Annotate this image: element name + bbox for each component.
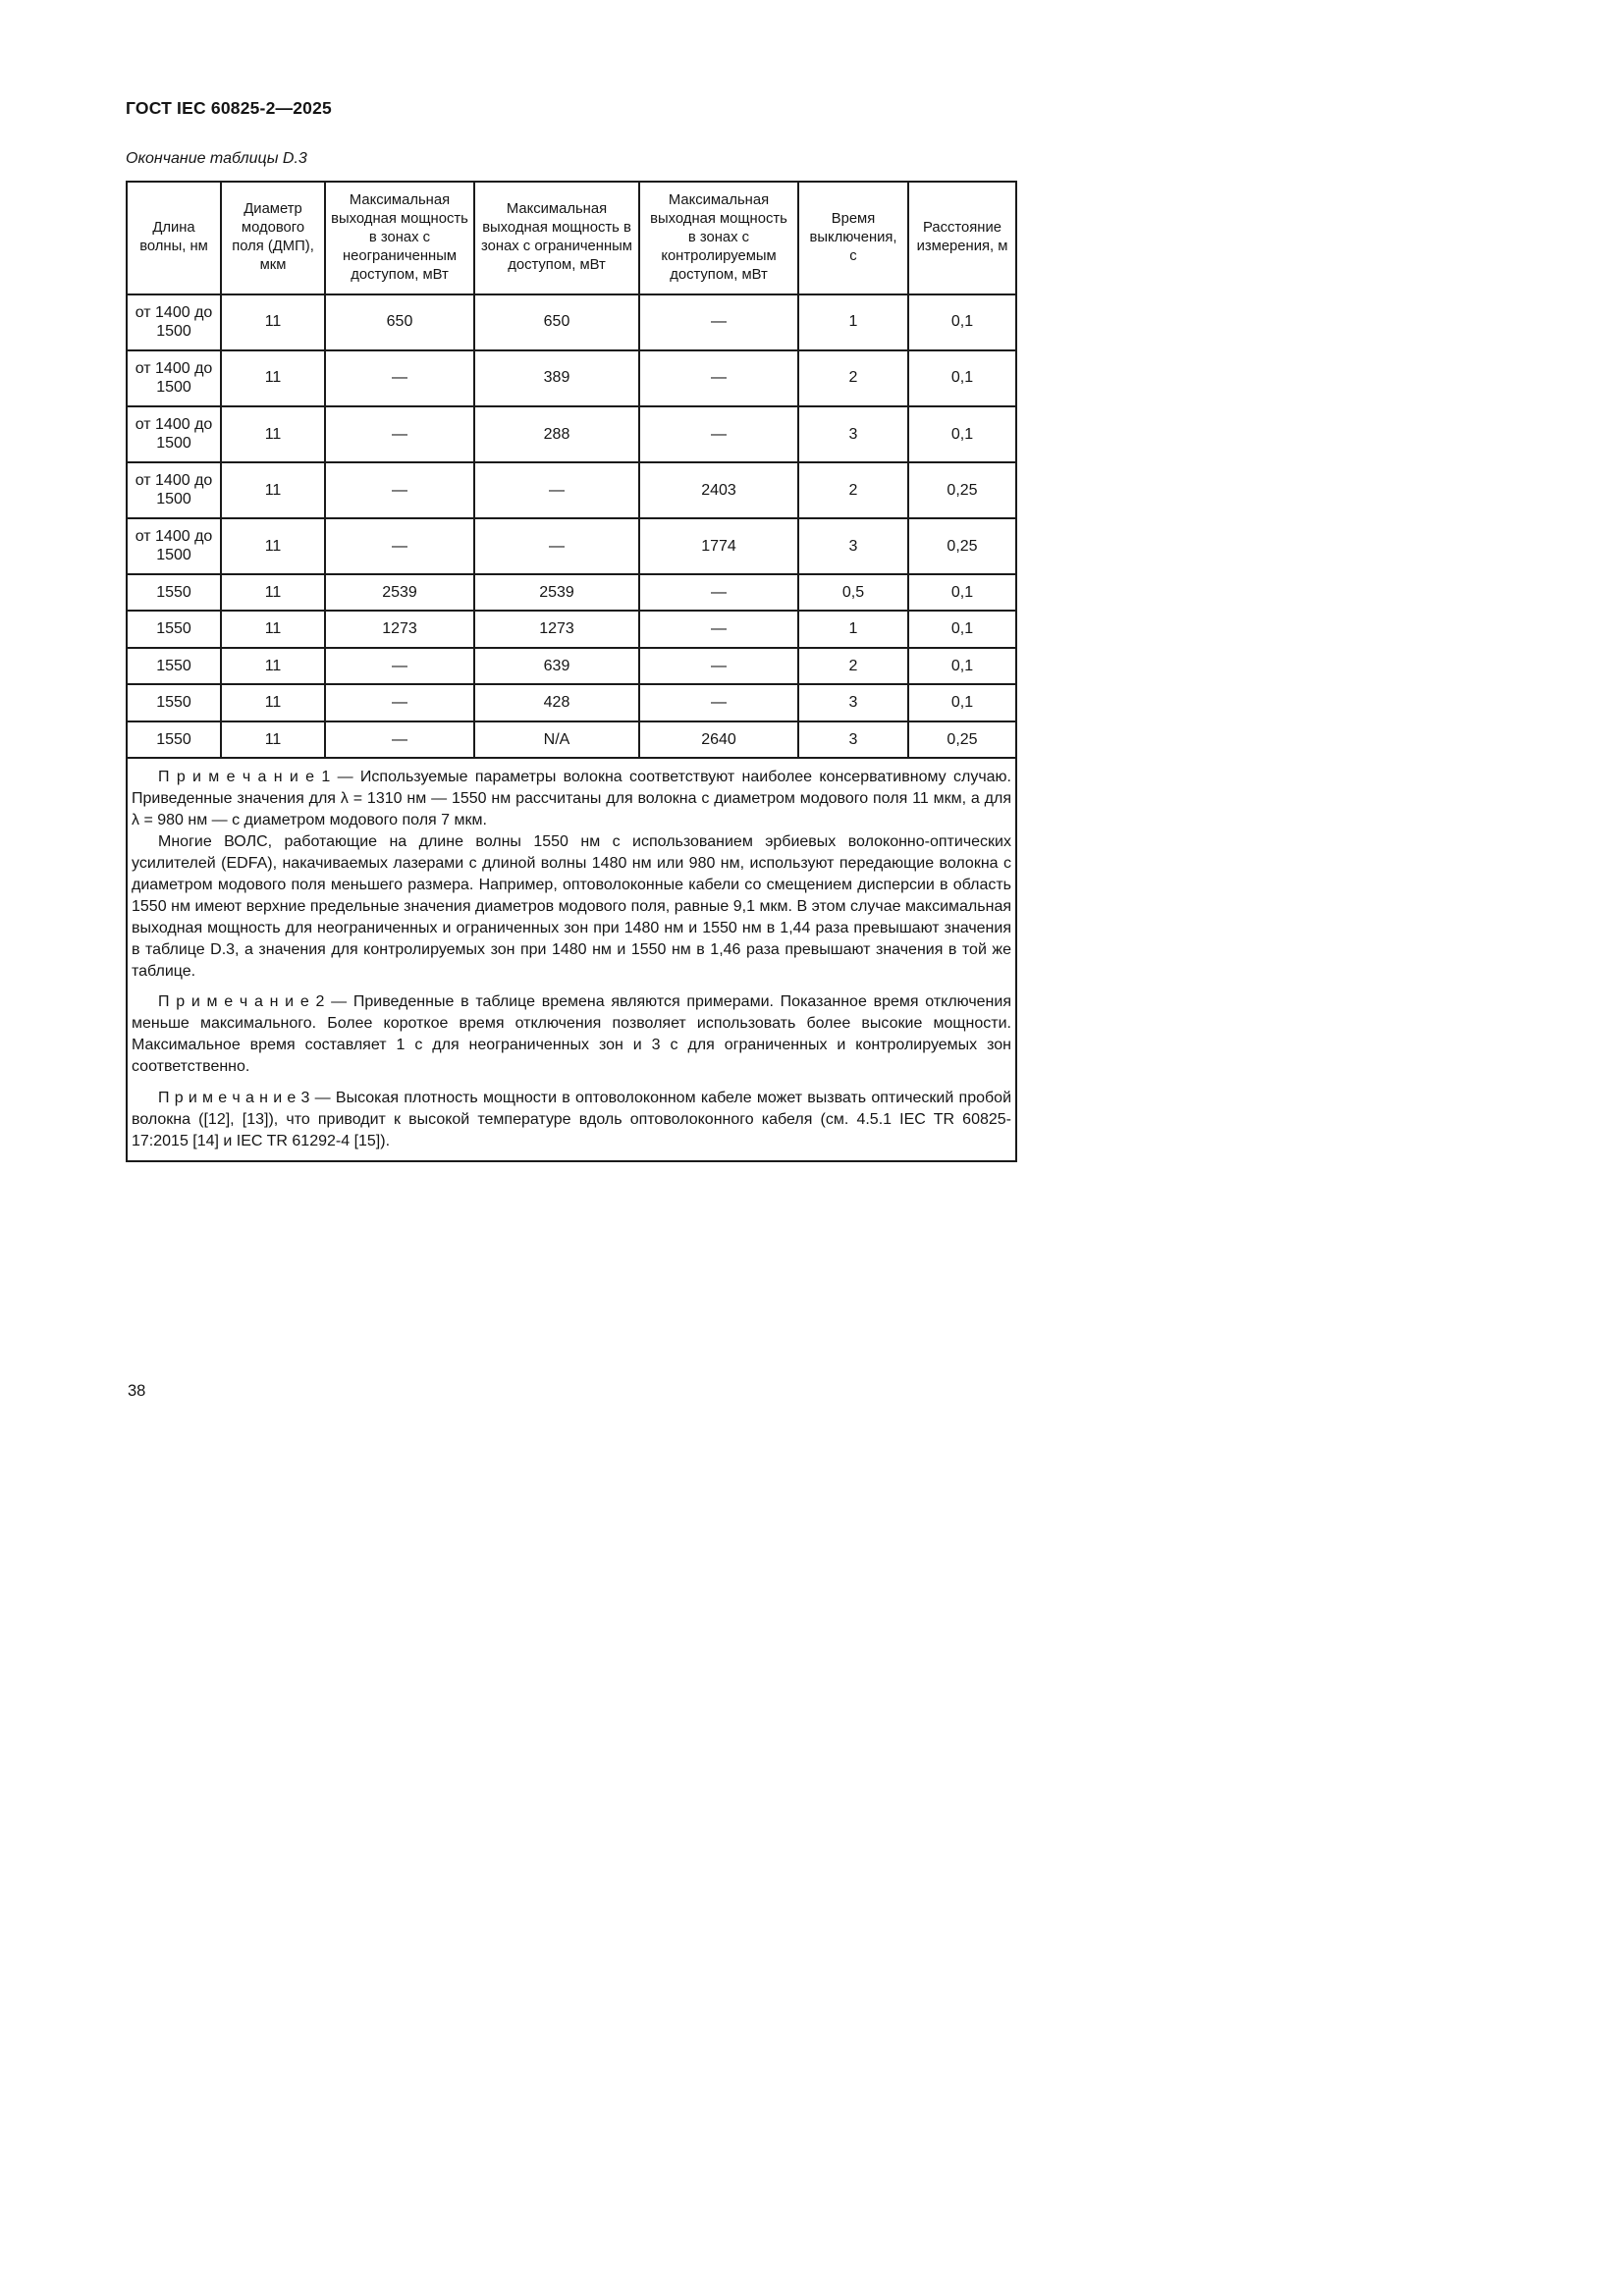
table-cell: 11 <box>221 518 325 574</box>
table-cell: — <box>639 350 798 406</box>
table-cell: 2640 <box>639 721 798 759</box>
table-cell: от 1400 до 1500 <box>127 406 221 462</box>
table-cell: 428 <box>474 684 639 721</box>
table-cell: — <box>325 350 474 406</box>
table-cell: — <box>474 462 639 518</box>
table-cell: 650 <box>474 294 639 350</box>
table-cell: 11 <box>221 648 325 685</box>
table-cell: 0,1 <box>908 611 1016 648</box>
table-row <box>127 462 1016 518</box>
table-notes <box>127 758 1016 1160</box>
note-paragraph: Многие ВОЛС, работающие на длине волны 1550 нм с использованием эрбиевых волоконно-оптических усилителей (EDFA), накачиваемых лазерами с длиной волны 1480 нм или 980 нм, используют передающие волокна с диаметром модового поля меньшего размера. Например, оптоволоконные кабели со смещением дисперсии в область 1550 нм имеют верхние предельные значения диаметров модового поля, равные 9,1 мкм. В этом случае максимальная выходная мощность для неограниченных и ограниченных зон при 1480 нм и 1550 нм в 1,44 раза превышают значения в таблице D.3, а значения для контролируемых зон при 1480 нм и 1550 нм в 1,46 раза превышают значения в той же таблице. <box>132 833 1011 980</box>
table-cell: 0,5 <box>798 574 908 612</box>
table-cell: от 1400 до 1500 <box>127 462 221 518</box>
note-paragraph: П р и м е ч а н и е 3 — Высокая плотность мощности в оптоволоконном кабеле может вызвать оптический пробой волокна ([12], [13]), что приводит к высокой температуре вдоль оптоволоконного кабеля (см. 4.5.1 IEC TR 60825-17:2015 [14] и IEC TR 61292-4 [15]). <box>132 1090 1011 1149</box>
page-content <box>126 98 1015 1162</box>
table-cell: 3 <box>798 406 908 462</box>
table-cell: — <box>325 518 474 574</box>
table-row <box>127 611 1016 648</box>
table-row <box>127 350 1016 406</box>
table-row <box>127 648 1016 685</box>
table-cell: 1550 <box>127 611 221 648</box>
table-cell: 11 <box>221 350 325 406</box>
table-row <box>127 406 1016 462</box>
column-header-4: Максимальная выходная мощность в зонах с контролируемым доступом, мВт <box>639 182 798 294</box>
table-cell: 1273 <box>325 611 474 648</box>
table-cell: 11 <box>221 574 325 612</box>
table-d3 <box>126 181 1017 1162</box>
note-paragraph: П р и м е ч а н и е 2 — Приведенные в таблице времена являются примерами. Показанное время отключения меньше максимального. Более короткое время отключения позволяет использовать более высокие мощности. Максимальное время составляет 1 с для неограниченных зон и 3 с для ограниченных и контролируемых зон соответственно. <box>132 993 1011 1076</box>
table-cell: — <box>639 611 798 648</box>
table-cell: 0,25 <box>908 462 1016 518</box>
table-cell: 2 <box>798 648 908 685</box>
note-paragraph: П р и м е ч а н и е 1 — Используемые параметры волокна соответствуют наиболее консервативному случаю. Приведенные значения для λ = 1310 нм — 1550 нм рассчитаны для волокна с диаметром модового поля 11 мкм, а для λ = 980 нм — с диаметром модового поля 7 мкм. <box>132 769 1011 829</box>
page-number: 38 <box>128 1382 146 1400</box>
table-row <box>127 294 1016 350</box>
table-cell: 0,25 <box>908 518 1016 574</box>
table-cell: 0,1 <box>908 648 1016 685</box>
table-cell: 2 <box>798 350 908 406</box>
table-cell: N/A <box>474 721 639 759</box>
table-cell: 3 <box>798 721 908 759</box>
table-cell: 1550 <box>127 574 221 612</box>
table-cell: от 1400 до 1500 <box>127 518 221 574</box>
table-cell: 11 <box>221 684 325 721</box>
table-cell: 1550 <box>127 684 221 721</box>
table-cell: 2539 <box>325 574 474 612</box>
table-cell: 1774 <box>639 518 798 574</box>
table-cell: 639 <box>474 648 639 685</box>
table-cell: 1273 <box>474 611 639 648</box>
column-header-5: Время выключения, с <box>798 182 908 294</box>
table-cell: 389 <box>474 350 639 406</box>
table-cell: — <box>474 518 639 574</box>
table-cell: 11 <box>221 611 325 648</box>
table-cell: — <box>639 574 798 612</box>
table-body <box>127 294 1016 759</box>
table-cell: 0,1 <box>908 684 1016 721</box>
table-cell: от 1400 до 1500 <box>127 350 221 406</box>
table-cell: 0,1 <box>908 294 1016 350</box>
table-row <box>127 518 1016 574</box>
table-cell: 1 <box>798 294 908 350</box>
table-cell: 2 <box>798 462 908 518</box>
table-cell: — <box>639 684 798 721</box>
table-cell: 1550 <box>127 721 221 759</box>
document-title: ГОСТ IEC 60825-2—2025 <box>126 98 332 118</box>
table-cell: 2539 <box>474 574 639 612</box>
column-header-6: Расстояние измерения, м <box>908 182 1016 294</box>
table-cell: — <box>325 406 474 462</box>
table-cell: 0,1 <box>908 574 1016 612</box>
table-cell: 3 <box>798 684 908 721</box>
table-cell: 288 <box>474 406 639 462</box>
table-cell: — <box>325 462 474 518</box>
table-cell: 11 <box>221 406 325 462</box>
table-header-row <box>127 182 1016 294</box>
table-row <box>127 684 1016 721</box>
table-notes-row <box>127 758 1016 1160</box>
table-cell: 11 <box>221 294 325 350</box>
table-cell: — <box>325 684 474 721</box>
column-header-0: Длина волны, нм <box>127 182 221 294</box>
column-header-1: Диаметр модового поля (ДМП), мкм <box>221 182 325 294</box>
table-cell: — <box>639 294 798 350</box>
table-cell: 1550 <box>127 648 221 685</box>
table-cell: — <box>639 406 798 462</box>
column-header-2: Максимальная выходная мощность в зонах с неограниченным доступом, мВт <box>325 182 474 294</box>
table-cell: от 1400 до 1500 <box>127 294 221 350</box>
table-cell: 11 <box>221 721 325 759</box>
table-cell: — <box>325 721 474 759</box>
table-cell: 0,1 <box>908 350 1016 406</box>
table-cell: 1 <box>798 611 908 648</box>
table-notes-section <box>127 758 1016 1160</box>
table-cell: 2403 <box>639 462 798 518</box>
table-caption: Окончание таблицы D.3 <box>126 150 307 167</box>
table-cell: 3 <box>798 518 908 574</box>
table-cell: — <box>325 648 474 685</box>
table-row <box>127 721 1016 759</box>
table-cell: 0,1 <box>908 406 1016 462</box>
column-header-3: Максимальная выходная мощность в зонах с ограниченным доступом, мВт <box>474 182 639 294</box>
table-cell: — <box>639 648 798 685</box>
table-cell: 0,25 <box>908 721 1016 759</box>
table-head <box>127 182 1016 294</box>
table-cell: 11 <box>221 462 325 518</box>
table-cell: 650 <box>325 294 474 350</box>
table-row <box>127 574 1016 612</box>
